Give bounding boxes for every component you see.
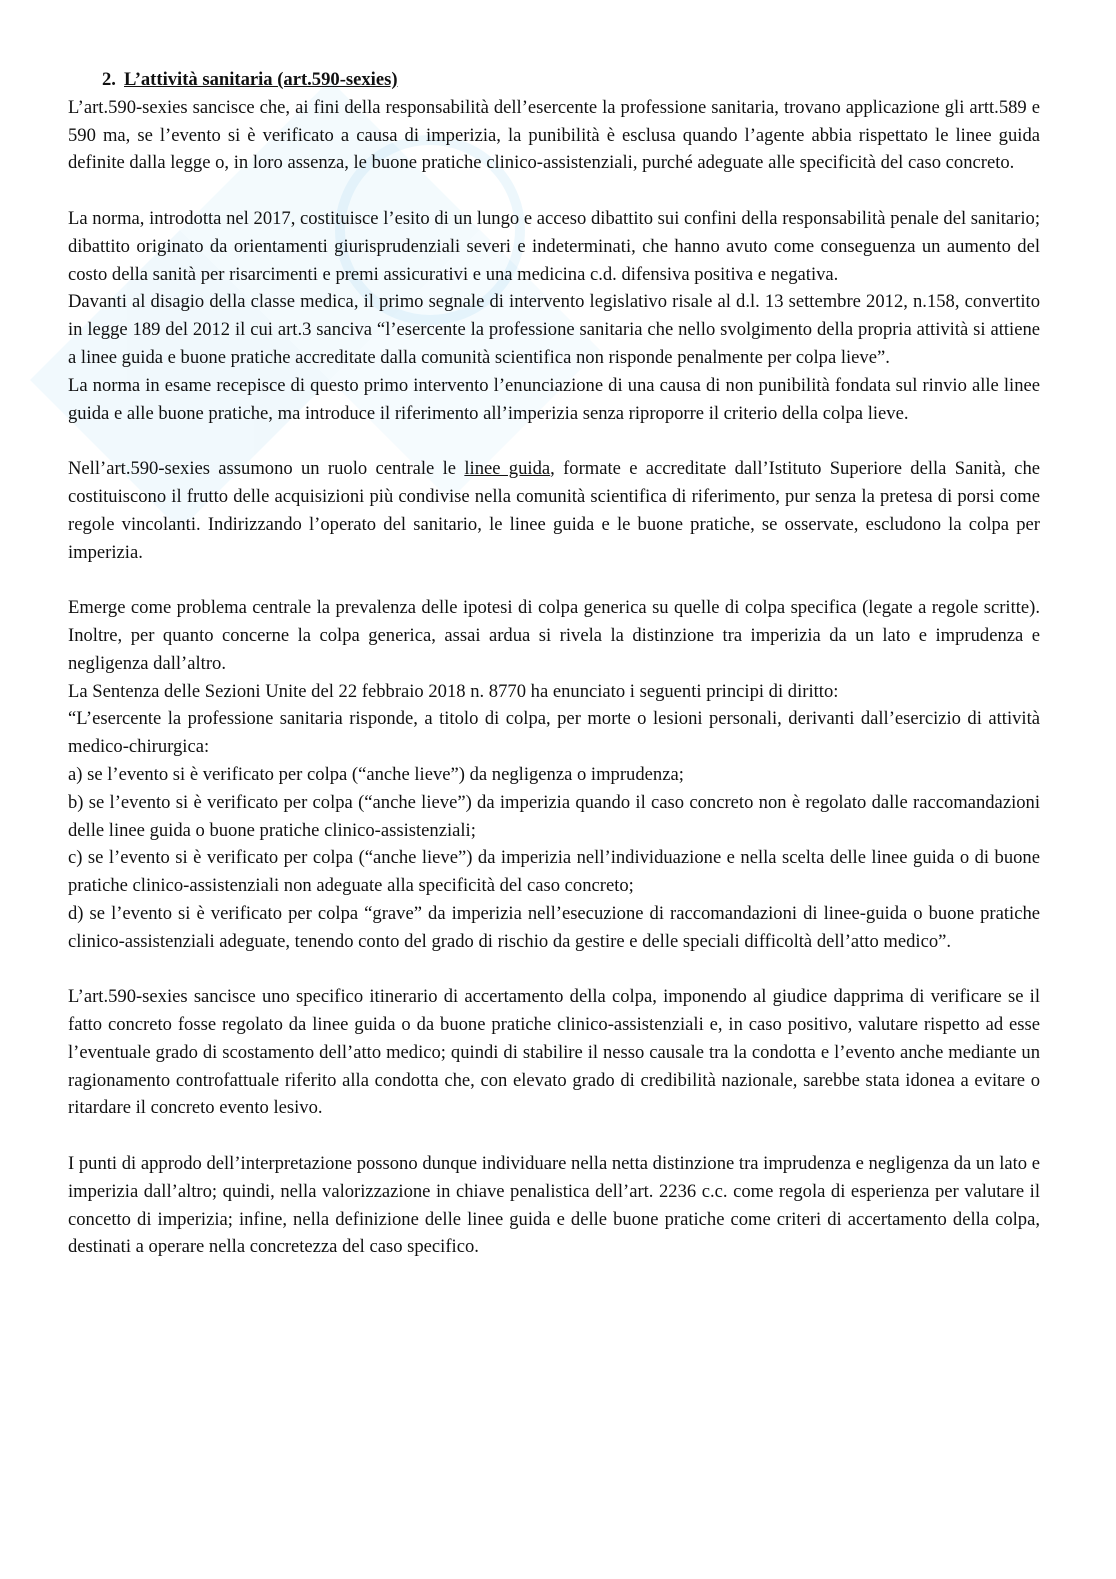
spacer xyxy=(68,956,1040,984)
document-page xyxy=(68,66,1040,1261)
paragraph-intro: L’art.590-sexies sancisce che, ai fini della responsabilità dell’esercente la professione sanitaria, trovano applicazione gli artt.589 e 590 ma, se l’evento si è verificato a causa di imperizia, la punibilità è esclusa quando l’agente abbia rispettato le linee guida definite dalla legge o, in loro assenza, le buone pratiche clinico-assistenziali, purché adeguate alle specificità del caso concreto. xyxy=(68,96,1040,174)
paragraph-quote-intro: “L’esercente la professione sanitaria risponde, a titolo di colpa, per morte o lesioni personali, derivanti dall’esercizio di attività medico-chirurgica: xyxy=(68,708,1040,758)
spacer xyxy=(68,1122,1040,1150)
paragraph-legislative-signal: Davanti al disagio della classe medica, il primo segnale di intervento legislativo risale al d.l. 13 settembre 2012, n.158, convertito in legge 189 del 2012 il cui art.3 sanciva “l’esercente la professione sanitaria che nello svolgimento della propria attività si attiene a linee guida e buone pratiche accreditate dalla comunità scientifica non risponde penalmente per colpa lieve”. xyxy=(68,291,1040,368)
paragraph-history: La norma, introdotta nel 2017, costituisce l’esito di un lungo e acceso dibattito sui confini della responsabilità penale del sanitario; dibattito originato da orientamenti giurisprudenziali severi e indeterminati, che hanno avuto come conseguenza un aumento del costo della sanità per risarcimenti e premi assicurativi e una medicina c.d. difensiva positiva e negativa. xyxy=(68,207,1040,285)
paragraph-ruling: La Sentenza delle Sezioni Unite del 22 febbraio 2018 n. 8770 ha enunciato i seguenti principi di diritto: xyxy=(68,680,839,702)
paragraph-conclusions: I punti di approdo dell’interpretazione possono dunque individuare nella netta distinzione tra imprudenza e negligenza da un lato e imperizia dall’altro; quindi, nella valorizzazione in chiave penalistica dell’art. 2236 c.c. come regola di esperienza per valutare il concetto di imperizia; infine, nella definizione delle linee guida e delle buone pratiche come criteri di accertamento della colpa, destinati a operare nella concretezza del caso specifico. xyxy=(68,1153,1040,1258)
guidelines-text-after: , formate e accreditate dall’Istituto Superiore della Sanità, che costituiscono il frutto delle acquisizioni più condivise nella comunità scientifica di riferimento, pur senza la pretesa di porsi come regole vincolanti. Indirizzando l’operato del sanitario, le linee guida e le buone pratiche, se osservate, escludono la colpa per imperizia. xyxy=(68,458,1040,563)
list-item-c: c) se l’evento si è verificato per colpa (“anche lieve”) da imperizia nell’individuazione e nella scelta delle linee guida o di buone pratiche clinico-assistenziali non adeguate alla specificità del caso concreto; xyxy=(68,847,1040,897)
guidelines-underlined-term: linee guida xyxy=(464,458,551,480)
section-title: L’attività sanitaria (art.590-sexies) xyxy=(124,69,398,90)
guidelines-text-before: Nell’art.590-sexies assumono un ruolo centrale le xyxy=(68,458,465,480)
paragraph-current-norm: La norma in esame recepisce di questo primo intervento l’enunciazione di una causa di non punibilità fondata sul rinvio alle linee guida e alle buone pratiche, ma introduce il riferimento all’imperizia senza riproporre il criterio della colpa lieve. xyxy=(68,374,1040,424)
section-heading xyxy=(102,66,1040,94)
list-item-b: b) se l’evento si è verificato per colpa (“anche lieve”) da imperizia quando il caso concreto non è regolato dalle raccomandazioni delle linee guida o buone pratiche clinico-assistenziali; xyxy=(68,791,1040,841)
paragraph-itinerary: L’art.590-sexies sancisce uno specifico itinerario di accertamento della colpa, imponendo al giudice dapprima di verificare se il fatto concreto fosse regolato da linee guida o da buone pratiche clinico-assistenziali e, in caso positivo, valutare rispetto ad esse l’eventuale grado di scostamento dell’atto medico; quindi di stabilire il nesso causale tra la condotta e l’evento anche mediante un ragionamento controfattuale riferito alla condotta che, con elevato grado di credibilità nazionale, sarebbe stata idonea a evitare o ritardare il concreto evento lesivo. xyxy=(68,986,1040,1119)
section-number: 2. xyxy=(102,69,116,90)
list-item-a: a) se l’evento si è verificato per colpa (“anche lieve”) da negligenza o imprudenza; xyxy=(68,763,684,785)
spacer xyxy=(68,566,1040,594)
spacer xyxy=(68,177,1040,205)
paragraph-problem: Emerge come problema centrale la prevalenza delle ipotesi di colpa generica su quelle di colpa specifica (legate a regole scritte). Inoltre, per quanto concerne la colpa generica, assai ardua si rivela la distinzione tra imperizia da un lato e imprudenza e negligenza dall’altro. xyxy=(68,597,1040,674)
paragraph-guidelines xyxy=(68,455,1040,566)
list-item-d: d) se l’evento si è verificato per colpa “grave” da imperizia nell’esecuzione di raccomandazioni di linee-guida o buone pratiche clinico-assistenziali adeguate, tenendo conto del grado di rischio da gestire e delle speciali difficoltà dell’atto medico”. xyxy=(68,902,1040,952)
spacer xyxy=(68,427,1040,455)
